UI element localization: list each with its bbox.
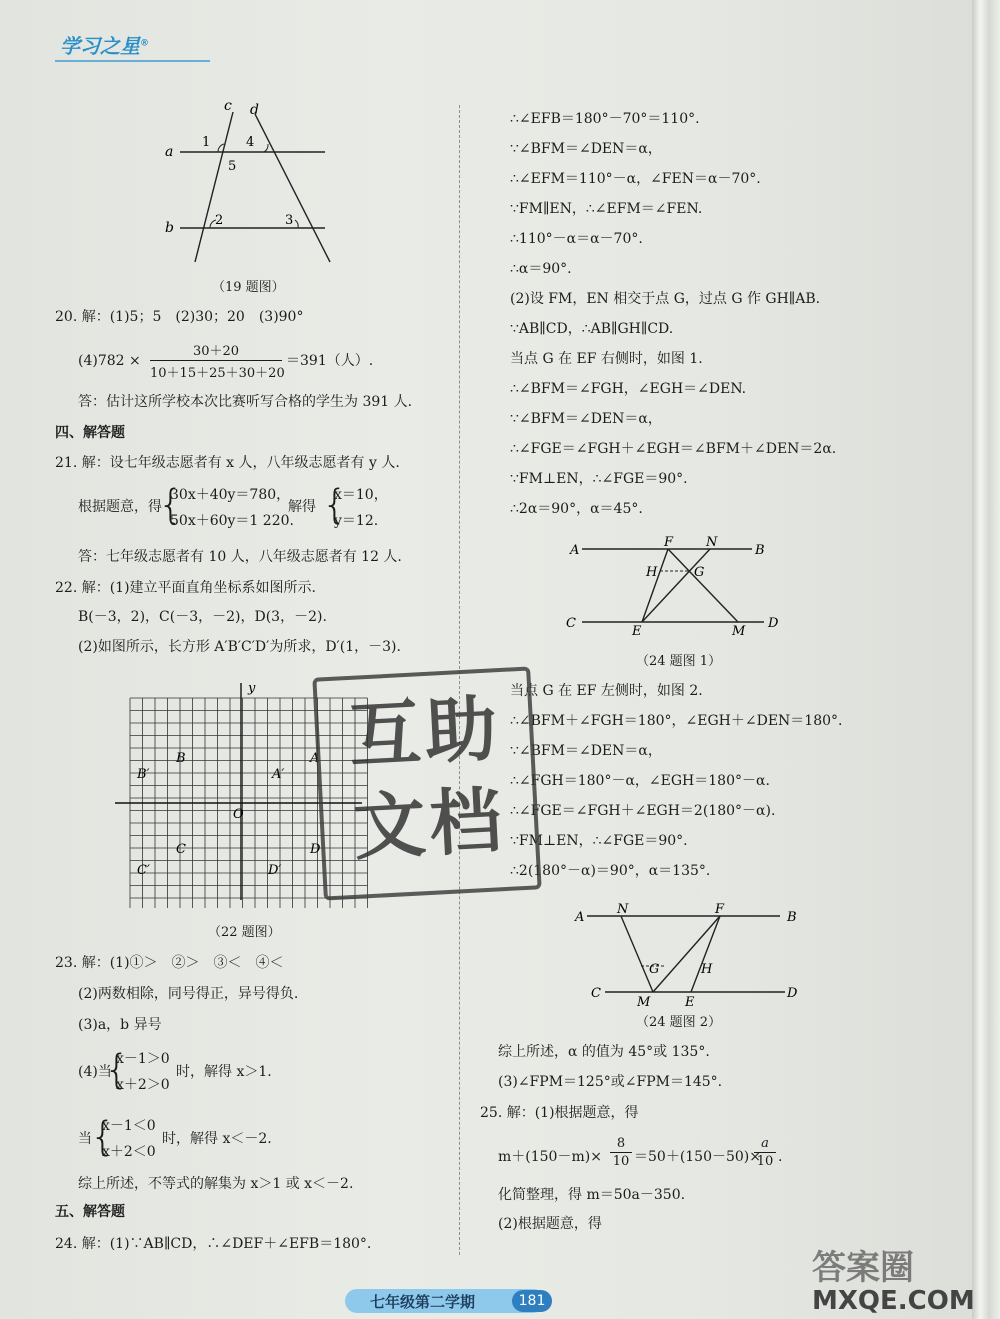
q23-l4-suffix: 时，解得 x＞1. [176,1064,272,1080]
figure-24-2 [565,900,805,1010]
label-1: 1 [202,135,211,150]
q21-answer: 答：七年级志愿者有 10 人，八年级志愿者有 12 人. [78,549,402,565]
right-a-line-12: ∵FM⊥EN，∴∠FGE＝90°. [510,471,688,487]
label-O: O [233,807,244,822]
label-y: y [248,681,256,696]
label-A-prime: A′ [272,767,285,782]
label-M: M [637,995,651,1010]
label-C: C [176,842,186,857]
watermark-stamp: 互助 文档 [312,666,541,900]
right-a-line-13: ∴2α＝90°，α＝45°. [510,501,643,517]
label-C: C [591,986,601,1001]
right-b-line-5: ∵FM⊥EN，∴∠FGE＝90°. [510,833,688,849]
q21-brace-1: { [158,482,184,528]
q23-l4-c1: x－1＞0 [116,1051,170,1067]
right-c-line-1: (3)∠FPM＝125°或∠FPM＝145°. [498,1074,723,1090]
label-D: D [787,986,798,1001]
q21-mid: 解得 [288,499,316,515]
right-b-line-1: ∴∠BFM＋∠FGH＝180°，∠EGH＋∠DEN＝180°. [510,713,843,729]
q20-fraction: $\frac{30+20}{10+15+25+30+20}$ [150,340,282,381]
q22-line3: (2)如图所示，长方形 A′B′C′D′为所求，D′(1，－3). [78,639,401,655]
label-H: H [701,962,713,977]
right-a-line-6: (2)设 FM，EN 相交于点 G，过点 G 作 GH∥AB. [510,291,821,307]
label-G: G [694,565,705,580]
q24-start: 24. 解：(1)∵AB∥CD，∴∠DEF＋∠EFB＝180°. [55,1236,372,1252]
right-a-line-4: ∴110°－α＝α－70°. [510,231,643,247]
label-c: c [224,100,232,114]
right-b-line-0: 当点 G 在 EF 左侧时，如图 2. [510,683,703,699]
figure-24-1 [560,535,790,640]
label-H: H [646,565,658,580]
label-D: D [768,616,779,631]
label-M: M [732,624,746,639]
line-c [195,112,233,262]
q25-simplify: 化简整理，得 m＝50a－350. [498,1187,686,1203]
right-a-line-10: ∵∠BFM＝∠DEN＝α， [510,411,662,427]
label-a: a [165,144,174,160]
page-edge [972,0,1000,1319]
q23-brace-1: { [104,1047,130,1093]
watermark-url: MXQE.COM [812,1286,975,1316]
caption-fig22: （22 题图） [208,925,281,940]
header-rule [55,60,210,62]
label-B: B [176,751,186,766]
label-A: A [310,751,320,766]
q21-eq1: 30x＋40y＝780， [170,487,291,503]
q20-line2-suffix: ＝391（人）. [286,353,374,369]
label-A: A [570,543,580,558]
q23-l4-prefix: (4)当 [78,1064,112,1080]
q25-part2: (2)根据题意，得 [498,1216,602,1232]
q23-line3: (3)a，b 异号 [78,1017,162,1033]
label-B: B [755,543,765,558]
brand-logo: 学习之星® [60,34,149,58]
q20-line2-prefix: (4)782 × [78,353,141,369]
label-F: F [664,535,674,550]
label-D: D [310,842,321,857]
figure-19 [160,100,340,270]
right-b-line-4: ∴∠FGE＝∠FGH＋∠EGH＝2(180°－α). [510,803,776,819]
q20-answer: 答：估计这所学校本次比赛听写合格的学生为 391 人. [78,394,413,410]
page-number: 181 [512,1290,552,1312]
q22-line1: 22. 解：(1)建立平面直角坐标系如图所示. [55,580,316,596]
label-C-prime: C′ [137,863,150,878]
label-E: E [632,624,642,639]
right-a-line-5: ∴α＝90°. [510,261,572,277]
watermark-logo: 答案圈 [812,1248,914,1288]
section-5-heading: 五、解答题 [55,1204,125,1220]
label-B: B [787,910,797,925]
right-c-line-0: 综上所述，α 的值为 45°或 135°. [498,1044,710,1060]
q21-brace-2: { [322,482,348,528]
q20-line1: 20. 解：(1)5；5 (2)30；20 (3)90° [55,309,304,325]
label-3: 3 [285,213,294,228]
label-4: 4 [246,135,255,150]
q25-fraction-2: $\frac{a}{10}$ [754,1136,776,1169]
label-5: 5 [228,159,237,174]
label-A: A [575,910,585,925]
right-a-line-3: ∵FM∥EN，∴∠EFM＝∠FEN. [510,201,703,217]
line-d [255,114,330,262]
q23-brace-2: { [90,1114,116,1160]
q23-l5-c2: x＋2＜0 [102,1144,156,1160]
q23-line1: 23. 解：(1)①＞ ②＞ ③＜ ④＜ [55,955,284,971]
label-N: N [706,535,718,550]
q21-sol1: x＝10， [334,487,388,503]
caption-fig24-1: （24 题图 1） [636,654,722,669]
label-b: b [165,220,174,236]
label-B-prime: B′ [137,767,150,782]
label-G: G [649,962,660,977]
right-c-line-2: 25. 解：(1)根据题意，得 [480,1105,639,1121]
right-b-line-6: ∴2(180°－α)＝90°，α＝135°. [510,863,711,879]
q22-line2: B(－3，2)，C(－3，－2)，D(3，－2). [78,609,327,625]
q21-eq2: 50x＋60y＝1 220. [170,513,294,529]
q25-part-3: . [778,1149,783,1165]
right-a-line-2: ∴∠EFM＝110°－α，∠FEN＝α－70°. [510,171,761,187]
right-b-line-3: ∴∠FGH＝180°－α，∠EGH＝180°－α. [510,773,770,789]
caption-fig24-2: （24 题图 2） [636,1015,722,1030]
q23-l4-c2: x＋2＞0 [116,1077,170,1093]
q25-fraction-1: $\frac{8}{10}$ [610,1136,632,1169]
right-a-line-0: ∴∠EFB＝180°－70°＝110°. [510,111,700,127]
label-d: d [250,102,259,118]
label-E: E [685,995,695,1010]
label-F: F [715,902,725,917]
q21-sol2: y＝12. [334,513,379,529]
right-a-line-7: ∵AB∥CD，∴AB∥GH∥CD. [510,321,674,337]
footer-title: 七年级第二学期 [370,1293,476,1311]
q23-conclusion: 综上所述，不等式的解集为 x＞1 或 x＜－2. [78,1176,354,1192]
q23-l5-prefix: 当 [78,1131,92,1147]
q23-line2: (2)两数相除，同号得正，异号得负. [78,986,299,1002]
section-4-heading: 四、解答题 [55,425,125,441]
q25-part-1: m＋(150－m)× [498,1149,602,1165]
q23-l5-suffix: 时，解得 x＜－2. [162,1131,272,1147]
q21-line1: 21. 解：设七年级志愿者有 x 人，八年级志愿者有 y 人. [55,455,400,471]
caption-fig19: （19 题图） [212,280,285,295]
q21-lead: 根据题意，得 [78,499,162,515]
right-a-line-9: ∴∠BFM＝∠FGH，∠EGH＝∠DEN. [510,381,747,397]
right-b-line-2: ∵∠BFM＝∠DEN＝α， [510,743,662,759]
label-N: N [617,902,629,917]
q25-part-2: ＝50＋(150－50)× [634,1149,762,1165]
q23-l5-c1: x－1＜0 [102,1118,156,1134]
right-a-line-11: ∴∠FGE＝∠FGH＋∠EGH＝∠BFM＋∠DEN＝2α. [510,441,837,457]
right-a-line-1: ∵∠BFM＝∠DEN＝α， [510,141,662,157]
label-D-prime: D′ [268,863,282,878]
label-C: C [566,616,576,631]
right-a-line-8: 当点 G 在 EF 右侧时，如图 1. [510,351,703,367]
label-2: 2 [215,213,224,228]
